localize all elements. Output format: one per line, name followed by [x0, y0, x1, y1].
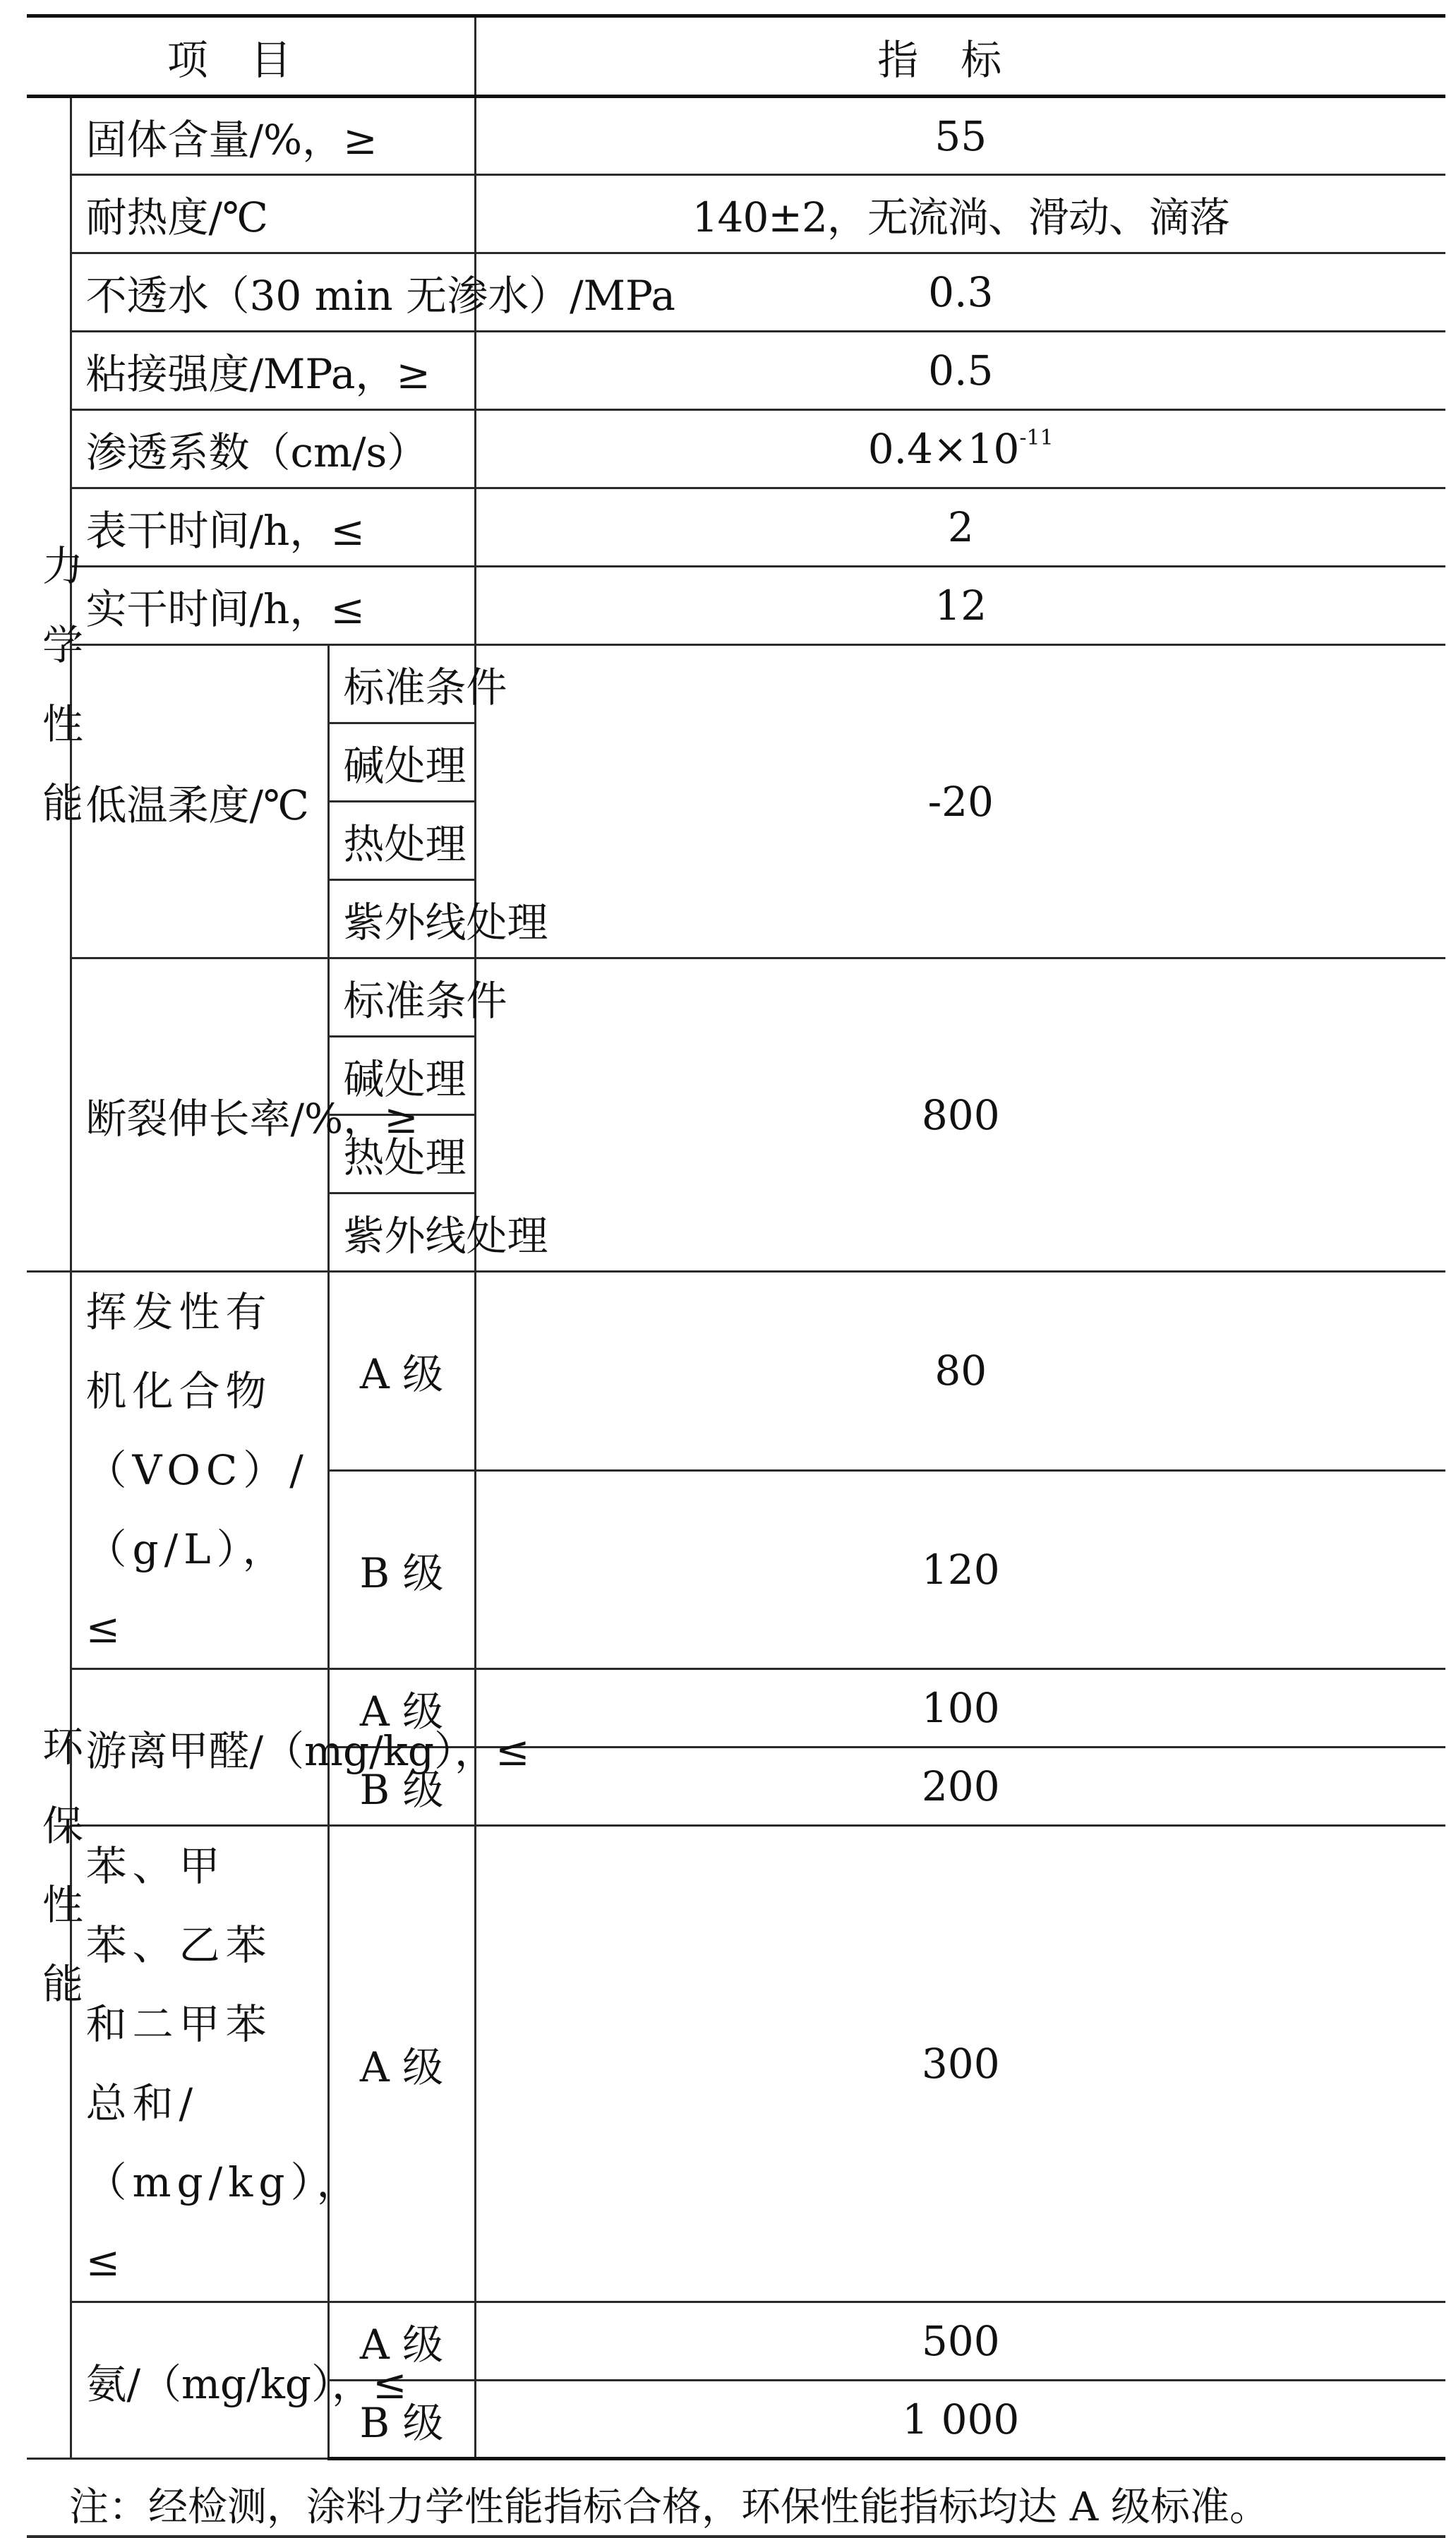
item-label: 表干时间/h，≤ [71, 488, 475, 567]
item-label: 游离甲醛/（mg/kg），≤ [71, 1669, 328, 1826]
item-label: 断裂伸长率/%，≥ [71, 958, 328, 1272]
table-row [27, 488, 1445, 567]
grade-cell: A 级 [328, 1669, 475, 1748]
item-value: 80 [475, 1272, 1445, 1471]
table-row [27, 253, 1445, 332]
header-index: 指标 [475, 16, 1445, 97]
item-value: 300 [475, 1826, 1445, 2302]
item-label: 低温柔度/℃ [71, 645, 328, 958]
item-value: 120 [475, 1470, 1445, 1669]
grade-cell: A 级 [328, 1826, 475, 2302]
grade-cell: B 级 [328, 2381, 475, 2459]
condition-cell: 紫外线处理 [328, 1193, 475, 1272]
table-row [27, 2302, 1445, 2381]
condition-cell: 碱处理 [328, 1037, 475, 1115]
grade-cell: A 级 [328, 2302, 475, 2381]
item-label: 固体含量/%，≥ [71, 97, 475, 175]
header-row [27, 16, 1445, 97]
item-value: 12 [475, 567, 1445, 645]
condition-cell: 热处理 [328, 1115, 475, 1193]
item-label: 粘接强度/MPa，≥ [71, 332, 475, 410]
grade-cell: B 级 [328, 1748, 475, 1826]
table-note: 注：经检测，涂料力学性能指标合格，环保性能指标均达 A 级标准。 [27, 2460, 1445, 2538]
table-row [27, 645, 1445, 723]
item-value: 0.5 [475, 332, 1445, 410]
item-value: 100 [475, 1669, 1445, 1748]
item-label: 实干时间/h，≤ [71, 567, 475, 645]
item-value: -20 [475, 645, 1445, 958]
value-exponent: -11 [1019, 426, 1054, 450]
condition-cell: 碱处理 [328, 723, 475, 802]
item-value: 800 [475, 958, 1445, 1272]
condition-cell: 标准条件 [328, 645, 475, 723]
item-value [475, 410, 1445, 488]
item-value: 200 [475, 1748, 1445, 1826]
item-label: 挥发性有机化合物（VOC）/（g/L），≤ [71, 1272, 328, 1669]
table-row [27, 332, 1445, 410]
condition-cell: 紫外线处理 [328, 880, 475, 958]
item-value: 0.3 [475, 253, 1445, 332]
item-value: 2 [475, 488, 1445, 567]
table-row [27, 410, 1445, 488]
table-row [27, 97, 1445, 175]
group-mechanical: 力学性能 [27, 97, 71, 1272]
table-row [27, 1272, 1445, 1471]
item-label: 渗透系数（cm/s） [71, 410, 475, 488]
item-label: 氨/（mg/kg），≤ [71, 2302, 328, 2459]
item-value: 55 [475, 97, 1445, 175]
condition-cell: 标准条件 [328, 958, 475, 1037]
spec-sheet [27, 14, 1445, 2538]
grade-cell: A 级 [328, 1272, 475, 1471]
spec-table [27, 14, 1445, 2460]
table-row [27, 567, 1445, 645]
group-environmental: 环保性能 [27, 1272, 71, 2459]
table-row [27, 958, 1445, 1037]
table-row [27, 1669, 1445, 1748]
value-base: 0.4×10 [867, 425, 1020, 473]
item-label: 不透水（30 min 无渗水）/MPa [71, 253, 475, 332]
grade-cell: B 级 [328, 1470, 475, 1669]
item-label: 苯、甲苯、乙苯和二甲苯总和/（mg/kg），≤ [71, 1826, 328, 2302]
item-value: 140±2，无流淌、滑动、滴落 [475, 175, 1445, 253]
condition-cell: 热处理 [328, 802, 475, 880]
table-row [27, 175, 1445, 253]
item-value: 1 000 [475, 2381, 1445, 2459]
item-label: 耐热度/℃ [71, 175, 475, 253]
header-item: 项目 [27, 16, 475, 97]
item-value: 500 [475, 2302, 1445, 2381]
